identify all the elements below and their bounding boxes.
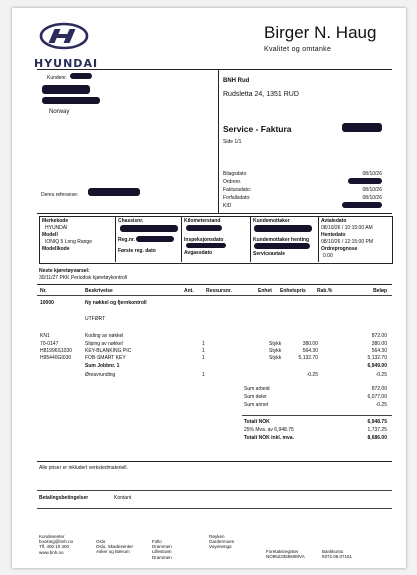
col-amount: Beløp <box>373 288 387 294</box>
redacted-kid <box>342 202 382 208</box>
handover-date-label: Avtaledato <box>321 218 347 224</box>
redacted-customer-address <box>42 97 100 104</box>
dealer-branch-name: BNH Rud <box>223 78 250 84</box>
redacted-customer-number <box>70 73 92 79</box>
redacted-mileage <box>186 225 222 231</box>
document-title: Service - Faktura <box>223 124 292 134</box>
rounding-qty: 1 <box>202 372 205 378</box>
model-label: Modell <box>42 232 58 238</box>
payment-top-line <box>37 490 392 491</box>
footer-col-4: Røyken Gardermoen Voyenenga <box>209 534 235 550</box>
page-indicator: Side 1/1 <box>223 139 242 145</box>
col-nr: Nr. <box>40 288 47 294</box>
job-title: Ny nøkkel og fjernkontroll <box>85 300 147 306</box>
redacted-receiver <box>254 225 312 232</box>
customer-reference-label: Deres referanse: <box>41 192 79 198</box>
job-number: 10000 <box>40 300 54 306</box>
row-amount: 872.00 <box>371 333 387 339</box>
redacted-reg <box>136 236 174 242</box>
redacted-inspection <box>186 243 226 248</box>
pickup-date-label: Hentedato <box>321 232 346 238</box>
order-prognosis: 0.00 <box>323 253 333 259</box>
next-service-value: 30/11/27 PKK Periodisk kjøretøykontroll <box>39 275 128 281</box>
model-value: IONIQ 5 Long Range <box>45 239 92 245</box>
job-status: UTFØRT <box>85 316 106 322</box>
row-amount: 564.30 <box>371 348 387 354</box>
invoice-date-label: Fakturadato: <box>223 187 252 193</box>
next-service-label: Neste kjøretøyvarsel: <box>39 268 90 274</box>
row-qty: 1 <box>202 341 205 347</box>
row-unit: Stykk <box>269 341 282 347</box>
rounding-amount: -0.25 <box>375 372 387 378</box>
order-prognosis-label: Ordreprognose <box>321 246 358 252</box>
table-header-bottom <box>37 295 392 296</box>
vehicle-top-line <box>37 213 392 214</box>
order-number-label: Ordrenr. <box>223 179 242 185</box>
hyundai-emblem-icon <box>34 22 94 50</box>
row-unit: Stykk <box>269 348 282 354</box>
redacted-receiver-pickup <box>254 243 310 249</box>
row-nr: H95440GI030 <box>40 355 72 361</box>
invoice-sheet <box>12 8 406 568</box>
redacted-customer-name <box>42 85 90 94</box>
kid-label: KID <box>223 203 232 209</box>
total-label: Totalt NOK <box>244 419 270 425</box>
receiver-pickup-label: Kundemottaker henting <box>253 237 310 243</box>
dealer-tagline: Kvalitet og omtanke <box>264 46 332 53</box>
footer-col-2: Oslo Oslo, Skadesenter Asker og Bærum <box>96 539 134 555</box>
make-value: HYUNDAI <box>45 225 68 231</box>
row-nr: KN1 <box>40 333 50 339</box>
billing-date: 08/10/26 <box>362 171 382 177</box>
delivery-label: Avgassdato <box>184 250 213 256</box>
due-date: 08/10/26 <box>362 195 382 201</box>
row-nr: H81996S1030 <box>40 348 72 354</box>
row-unit-price: 5,132.70 <box>298 355 318 361</box>
row-unit: Stykk <box>269 355 282 361</box>
sum-parts: 6,077.00 <box>367 394 387 400</box>
col-unit: Enhet <box>258 288 272 294</box>
row-desc: Koding av nøkkel <box>85 333 124 339</box>
notes-top-line <box>37 461 392 462</box>
row-desc: Sliping av nøkkel <box>85 341 123 347</box>
header-divider <box>37 69 392 70</box>
redacted-customer-reference <box>88 188 140 196</box>
job-subtotal-label: Sum Jobbnr. 1 <box>85 363 120 369</box>
job-subtotal: 6,949.00 <box>367 363 387 369</box>
col-unit-price: Enhetspris <box>280 288 306 294</box>
hyundai-logo <box>34 22 99 70</box>
totals-top-line <box>242 415 392 416</box>
redacted-invoice-number <box>342 123 382 132</box>
row-qty: 1 <box>202 355 205 361</box>
prices-note: Alle priser er inkludert verkstedmateriell. <box>39 465 128 471</box>
chassis-label: Chassisnr. <box>118 218 144 224</box>
first-reg-label: Første reg. dato <box>118 248 156 254</box>
footer-col-5: Foretaksregister NO952335860MVA <box>266 549 305 560</box>
total-inc-value: 8,686.00 <box>367 435 387 441</box>
sum-other-label: Sum annet <box>244 402 269 408</box>
pickup-date: 08/10/26 / 12:15:00 PM <box>321 239 373 245</box>
make-label: Merkekode <box>42 218 69 224</box>
invoice-date: 08/10/26 <box>362 187 382 193</box>
sum-other: -0.25 <box>375 402 387 408</box>
col-quantity: Ant. <box>184 288 194 294</box>
payment-bottom-line <box>37 508 392 509</box>
col-description: Beskrivelse <box>85 288 113 294</box>
redacted-order-number <box>348 178 382 184</box>
footer-col-6: Bankkonto 9372.05.07151 <box>322 549 353 560</box>
rounding-label: Øreavrunding <box>85 372 116 378</box>
reg-label: Reg.nr. <box>118 237 135 243</box>
row-unit-price: 380.00 <box>302 341 318 347</box>
dealer-name: Birger N. Haug <box>264 23 377 42</box>
model-code-label: Modellkode <box>42 246 70 252</box>
service-agreement-label: Serviceavtale <box>253 251 285 257</box>
sum-parts-label: Sum deler <box>244 394 267 400</box>
total-value: 6,948.75 <box>367 419 387 425</box>
dealer-street: Rudsletta 24, 1351 RUD <box>223 91 299 98</box>
sum-work: 872.00 <box>371 386 387 392</box>
receiver-label: Kundemottaker <box>253 218 290 224</box>
rounding-price: -0.25 <box>306 372 318 378</box>
col-discount: Rab.% <box>317 288 333 294</box>
footer-col-3: Follo Drammen Lillestrøm Drammen <box>152 539 172 560</box>
payment-terms: Kontant <box>114 495 132 501</box>
row-unit-price: 564.30 <box>302 348 318 354</box>
mileage-label: Kilometerstand <box>184 218 221 224</box>
vat-value: 1,737.25 <box>367 427 387 433</box>
customer-divider <box>218 70 219 213</box>
vat-label: 25% Mva. av 6,948.75 <box>244 427 294 433</box>
total-inc-label: Totalt NOK inkl. mva. <box>244 435 294 441</box>
footer-col-1: Kundesenter booking@bnh.no Tlf. 400 10 400 www.bnh.no <box>39 534 74 555</box>
row-nr: 70-0147 <box>40 341 59 347</box>
col-resource: Ressursnr. <box>206 288 232 294</box>
row-qty: 1 <box>202 348 205 354</box>
row-amount: 5,132.70 <box>367 355 387 361</box>
customer-number-label: Kundenr. <box>47 75 68 81</box>
sum-work-label: Sum arbeid <box>244 386 270 392</box>
row-desc: KEY-BLANKING PIC <box>85 348 132 354</box>
payment-terms-label: Betalingsbetingelser <box>39 495 89 501</box>
handover-date: 08/10/26 / 10:15:00 AM <box>321 225 373 231</box>
hyundai-wordmark: HYUNDAI <box>34 57 99 70</box>
due-date-label: Forfallsdato: <box>223 195 251 201</box>
billing-date-label: Bilagsdato <box>223 171 247 177</box>
row-amount: 380.00 <box>371 341 387 347</box>
table-header-top <box>37 284 392 285</box>
row-desc: FOB-SMART KEY <box>85 355 126 361</box>
redacted-chassis <box>120 225 178 232</box>
inspection-label: Inspeksjonsdato <box>184 237 224 243</box>
customer-country: Norway <box>49 109 70 115</box>
